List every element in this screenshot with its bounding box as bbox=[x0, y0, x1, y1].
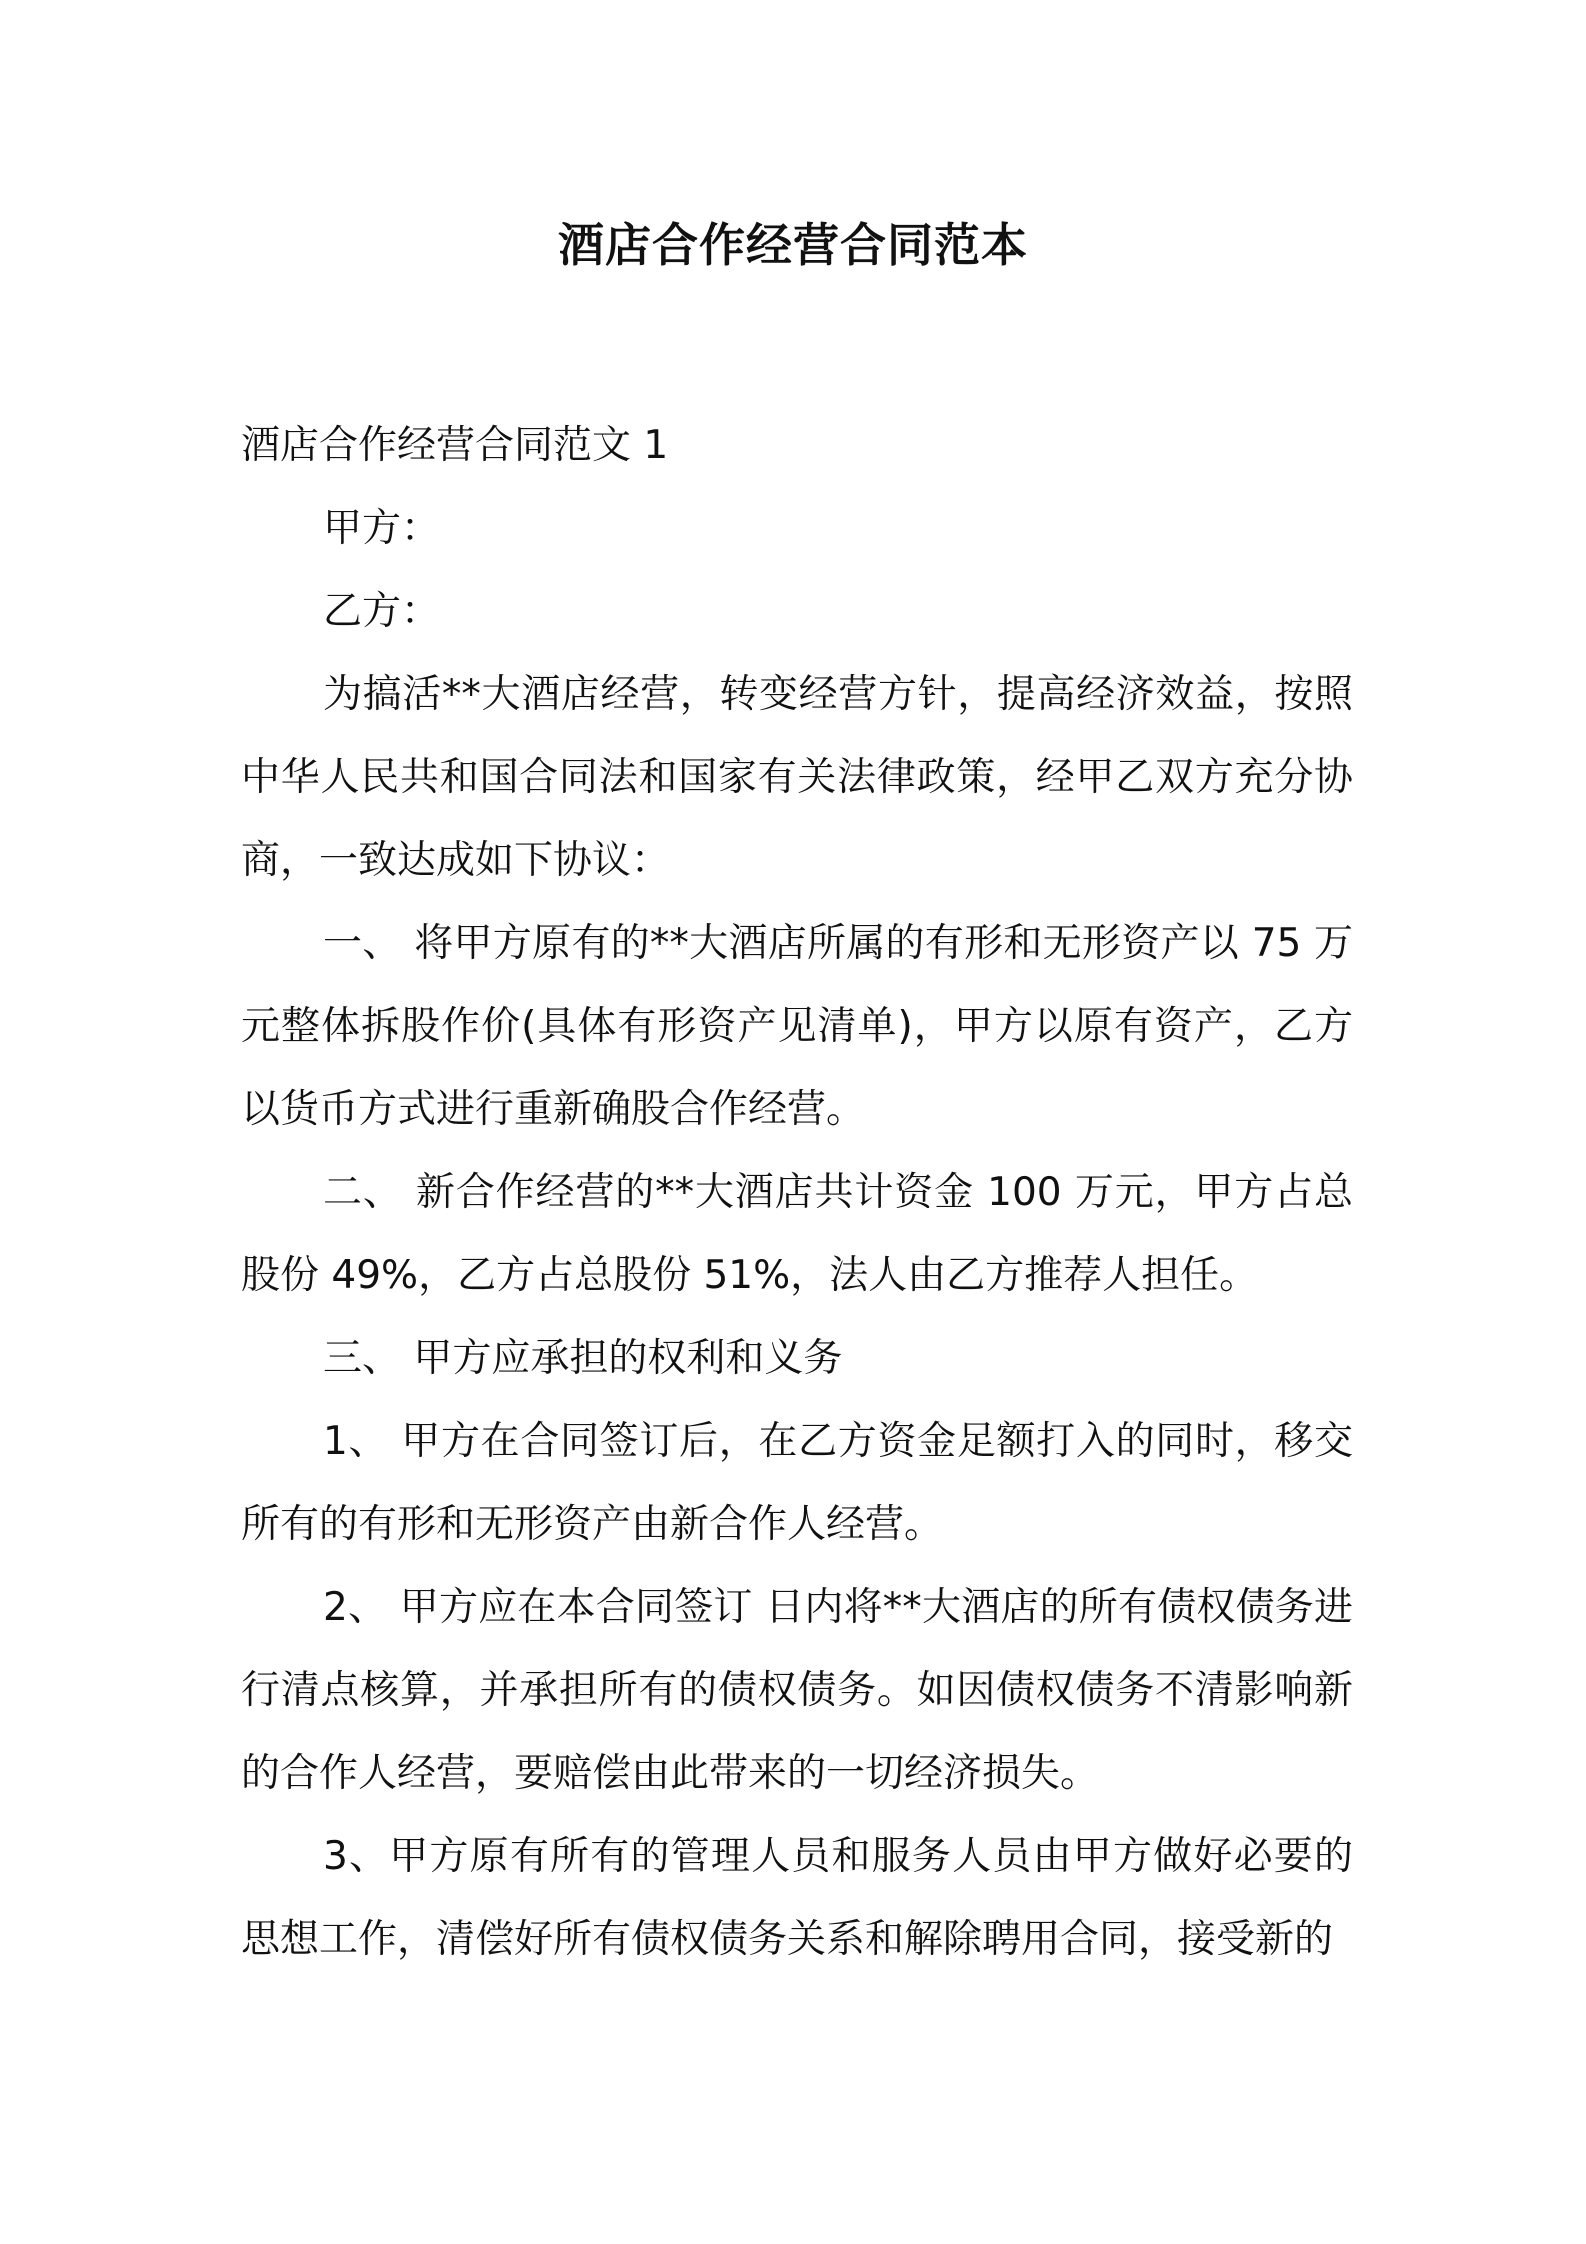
party-b-line: 乙方： bbox=[323, 589, 441, 634]
clause-3-item-2: 2、 甲方应在本合同签订 日内将**大酒店的所有债权债务进行清点核算，并承担所有的债权债务。如因债权债务不清影响新的合作人经营，要赔偿由此带来的一切经济损失。 bbox=[241, 1585, 1353, 1796]
clause-3-item-1: 1、 甲方在合同签订后，在乙方资金足额打入的同时，移交所有的有形和无形资产由新合作人经营。 bbox=[241, 1419, 1353, 1547]
document-subtitle: 酒店合作经营合同范文 1 bbox=[241, 423, 669, 468]
document-title: 酒店合作经营合同范本 bbox=[558, 218, 1028, 272]
party-a-line: 甲方： bbox=[323, 506, 441, 551]
preamble-paragraph: 为搞活**大酒店经营，转变经营方针，提高经济效益，按照中华人民共和国合同法和国家有关法律政策，经甲乙双方充分协商，一致达成如下协议： bbox=[241, 672, 1353, 883]
clause-1-paragraph: 一、 将甲方原有的**大酒店所属的有形和无形资产以 75 万元整体拆股作价(具体有形资产见清单)，甲方以原有资产，乙方以货币方式进行重新确股合作经营。 bbox=[241, 921, 1353, 1132]
clause-3-heading: 三、 甲方应承担的权利和义务 bbox=[323, 1336, 843, 1381]
clause-3-item-3: 3、甲方原有所有的管理人员和服务人员由甲方做好必要的思想工作，清偿好所有债权债务关系和解除聘用合同，接受新的 bbox=[241, 1834, 1353, 1962]
document-body bbox=[241, 404, 1353, 1981]
clause-2-paragraph: 二、 新合作经营的**大酒店共计资金 100 万元，甲方占总股份 49%，乙方占总股份 51%，法人由乙方推荐人担任。 bbox=[241, 1170, 1353, 1298]
